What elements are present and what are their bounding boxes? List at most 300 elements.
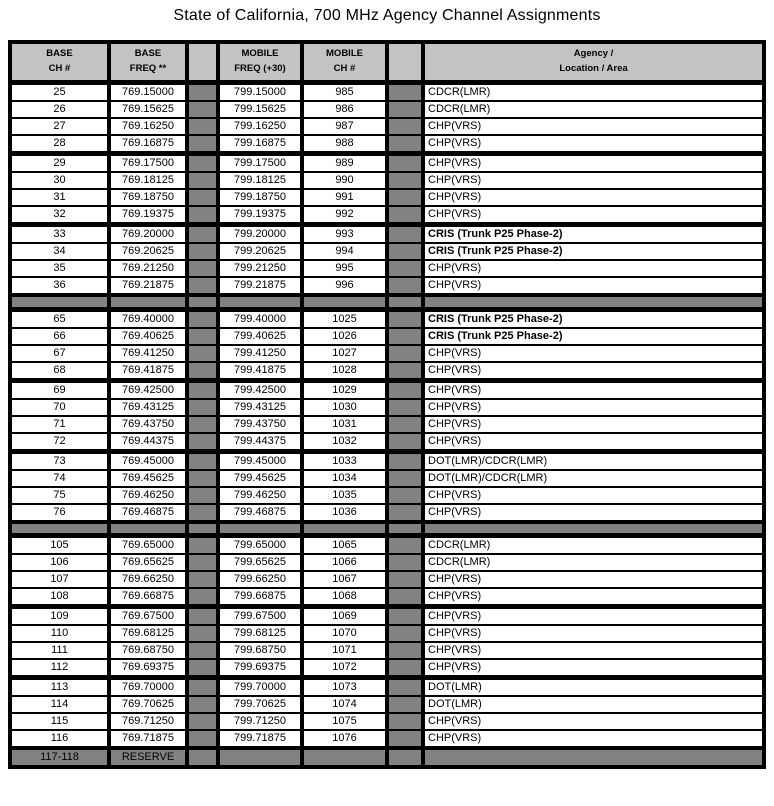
table-row-ch-105	[10, 536, 764, 555]
header-mobile-freq	[218, 42, 302, 83]
agency-cell: DOT(LMR)/CDCR(LMR)	[423, 451, 764, 470]
agency-cell: CHP(VRS)	[423, 571, 764, 588]
mobile-freq-cell: 799.67500	[218, 607, 302, 626]
spacer-cell	[387, 536, 423, 555]
base-freq-cell: 769.19375	[109, 206, 187, 225]
header-base-ch-line1: BASE	[46, 48, 73, 59]
spacer-cell	[187, 101, 218, 118]
agency-cell: CHP(VRS)	[423, 277, 764, 295]
agency-cell: CRIS (Trunk P25 Phase-2)	[423, 225, 764, 244]
base-freq-cell: 769.68750	[109, 642, 187, 659]
spacer-cell	[387, 470, 423, 487]
agency-cell: CHP(VRS)	[423, 135, 764, 154]
base-freq-cell: 769.66250	[109, 571, 187, 588]
base-ch-cell: 28	[10, 135, 109, 154]
mobile-ch-cell: 1029	[302, 380, 387, 399]
base-freq-cell: 769.43750	[109, 416, 187, 433]
spacer-cell	[187, 588, 218, 607]
mobile-freq-cell: 799.16250	[218, 118, 302, 135]
mobile-ch-cell: 1072	[302, 659, 387, 678]
mobile-ch-cell: 992	[302, 206, 387, 225]
mobile-freq-cell: 799.69375	[218, 659, 302, 678]
spacer-cell	[387, 101, 423, 118]
base-ch-cell: 75	[10, 487, 109, 504]
spacer-cell	[187, 625, 218, 642]
separator-cell	[387, 522, 423, 536]
reserve-empty-cell	[387, 748, 423, 767]
spacer-cell	[187, 225, 218, 244]
agency-cell: CHP(VRS)	[423, 416, 764, 433]
base-freq-cell: 769.65000	[109, 536, 187, 555]
mobile-ch-cell: 1070	[302, 625, 387, 642]
base-ch-cell: 66	[10, 328, 109, 345]
agency-cell: CRIS (Trunk P25 Phase-2)	[423, 328, 764, 345]
spacer-cell	[387, 243, 423, 260]
table-row-ch-68	[10, 362, 764, 381]
spacer-cell	[187, 730, 218, 748]
base-ch-cell: 70	[10, 399, 109, 416]
spacer-cell	[187, 345, 218, 362]
base-ch-cell: 29	[10, 154, 109, 173]
mobile-freq-cell: 799.17500	[218, 154, 302, 173]
header-mobile-ch-line2: CH #	[333, 62, 356, 74]
mobile-freq-cell: 799.19375	[218, 206, 302, 225]
base-ch-cell: 73	[10, 451, 109, 470]
mobile-freq-cell: 799.43750	[218, 416, 302, 433]
spacer-cell	[187, 470, 218, 487]
table-row-ch-34	[10, 243, 764, 260]
section-separator-row	[10, 295, 764, 309]
spacer-cell	[387, 362, 423, 381]
agency-cell: CRIS (Trunk P25 Phase-2)	[423, 243, 764, 260]
base-ch-cell: 30	[10, 172, 109, 189]
base-ch-cell: 26	[10, 101, 109, 118]
table-row-ch-73	[10, 451, 764, 470]
mobile-freq-cell: 799.65625	[218, 554, 302, 571]
base-freq-cell: 769.15625	[109, 101, 187, 118]
base-freq-cell: 769.41875	[109, 362, 187, 381]
spacer-cell	[187, 362, 218, 381]
table-row-ch-69	[10, 380, 764, 399]
spacer-cell	[387, 696, 423, 713]
header-mobile-ch	[302, 42, 387, 83]
agency-cell: CDCR(LMR)	[423, 554, 764, 571]
mobile-ch-cell: 1032	[302, 433, 387, 452]
spacer-cell	[387, 588, 423, 607]
mobile-ch-cell: 1026	[302, 328, 387, 345]
agency-cell: CHP(VRS)	[423, 730, 764, 748]
mobile-freq-cell: 799.20625	[218, 243, 302, 260]
agency-cell: CHP(VRS)	[423, 399, 764, 416]
agency-cell: DOT(LMR)/CDCR(LMR)	[423, 470, 764, 487]
base-ch-cell: 112	[10, 659, 109, 678]
separator-cell	[187, 522, 218, 536]
spacer-cell	[387, 172, 423, 189]
spacer-cell	[187, 118, 218, 135]
spacer-cell	[187, 659, 218, 678]
spacer-cell	[387, 659, 423, 678]
mobile-freq-cell: 799.20000	[218, 225, 302, 244]
base-freq-cell: 769.21250	[109, 260, 187, 277]
mobile-freq-cell: 799.40000	[218, 309, 302, 328]
table-row-ch-33	[10, 225, 764, 244]
spacer-cell	[387, 433, 423, 452]
mobile-freq-cell: 799.70625	[218, 696, 302, 713]
spacer-cell	[187, 696, 218, 713]
base-ch-cell: 111	[10, 642, 109, 659]
mobile-freq-cell: 799.15000	[218, 83, 302, 102]
header-base-ch-line2: CH #	[48, 62, 71, 74]
mobile-freq-cell: 799.18125	[218, 172, 302, 189]
table-row-ch-26	[10, 101, 764, 118]
spacer-cell	[387, 730, 423, 748]
base-ch-cell: 105	[10, 536, 109, 555]
spacer-cell	[387, 277, 423, 295]
reserve-empty-cell	[218, 748, 302, 767]
table-row-ch-36	[10, 277, 764, 295]
mobile-ch-cell: 1033	[302, 451, 387, 470]
base-freq-cell: 769.16875	[109, 135, 187, 154]
spacer-cell	[187, 416, 218, 433]
table-row-ch-110	[10, 625, 764, 642]
separator-cell	[387, 295, 423, 309]
table-row-ch-111	[10, 642, 764, 659]
spacer-cell	[187, 433, 218, 452]
base-freq-cell: 769.41250	[109, 345, 187, 362]
agency-cell: CHP(VRS)	[423, 487, 764, 504]
spacer-cell	[387, 416, 423, 433]
base-ch-cell: 65	[10, 309, 109, 328]
spacer-cell	[387, 625, 423, 642]
table-row-ch-70	[10, 399, 764, 416]
header-agency-line1: Agency /	[573, 48, 614, 59]
reserve-label-cell: RESERVE	[109, 748, 187, 767]
base-ch-cell: 71	[10, 416, 109, 433]
separator-cell	[109, 295, 187, 309]
spacer-cell	[387, 118, 423, 135]
agency-cell: CHP(VRS)	[423, 260, 764, 277]
base-freq-cell: 769.40000	[109, 309, 187, 328]
spacer-cell	[187, 536, 218, 555]
mobile-ch-cell: 1068	[302, 588, 387, 607]
header-spacer-2	[387, 42, 423, 83]
base-freq-cell: 769.20000	[109, 225, 187, 244]
spacer-cell	[387, 678, 423, 697]
spacer-cell	[387, 642, 423, 659]
agency-cell: CHP(VRS)	[423, 345, 764, 362]
header-base-freq-line2: FREQ **	[129, 62, 167, 74]
agency-cell: CDCR(LMR)	[423, 83, 764, 102]
spacer-cell	[387, 189, 423, 206]
base-ch-cell: 27	[10, 118, 109, 135]
base-freq-cell: 769.44375	[109, 433, 187, 452]
base-freq-cell: 769.66875	[109, 588, 187, 607]
header-mobile-freq-line2: FREQ (+30)	[234, 62, 286, 74]
agency-cell: DOT(LMR)	[423, 696, 764, 713]
separator-cell	[218, 522, 302, 536]
mobile-ch-cell: 1034	[302, 470, 387, 487]
base-freq-cell: 769.70000	[109, 678, 187, 697]
mobile-freq-cell: 799.43125	[218, 399, 302, 416]
mobile-ch-cell: 991	[302, 189, 387, 206]
base-ch-cell: 31	[10, 189, 109, 206]
spacer-cell	[387, 328, 423, 345]
base-freq-cell: 769.68125	[109, 625, 187, 642]
spacer-cell	[187, 399, 218, 416]
table-row-ch-28	[10, 135, 764, 154]
agency-cell: CHP(VRS)	[423, 504, 764, 522]
mobile-ch-cell: 1069	[302, 607, 387, 626]
base-ch-cell: 107	[10, 571, 109, 588]
separator-cell	[10, 522, 109, 536]
header-mobile-freq-line1: MOBILE	[241, 48, 279, 59]
mobile-freq-cell: 799.41875	[218, 362, 302, 381]
reserve-empty-cell	[423, 748, 764, 767]
table-row-ch-65	[10, 309, 764, 328]
agency-cell: CHP(VRS)	[423, 206, 764, 225]
page-title: State of California, 700 MHz Agency Channel Assignments	[173, 7, 601, 24]
mobile-ch-cell: 1036	[302, 504, 387, 522]
table-row-ch-114	[10, 696, 764, 713]
mobile-freq-cell: 799.42500	[218, 380, 302, 399]
mobile-freq-cell: 799.70000	[218, 678, 302, 697]
spacer-cell	[187, 328, 218, 345]
reserve-row	[10, 748, 764, 767]
table-row-ch-31	[10, 189, 764, 206]
table-row-ch-74	[10, 470, 764, 487]
spacer-cell	[187, 571, 218, 588]
mobile-freq-cell: 799.40625	[218, 328, 302, 345]
table-row-ch-109	[10, 607, 764, 626]
header-agency-line2: Location / Area	[559, 62, 628, 74]
base-freq-cell: 769.65625	[109, 554, 187, 571]
mobile-ch-cell: 1031	[302, 416, 387, 433]
separator-cell	[218, 295, 302, 309]
base-ch-cell: 74	[10, 470, 109, 487]
table-row-ch-25	[10, 83, 764, 102]
base-freq-cell: 769.43125	[109, 399, 187, 416]
base-freq-cell: 769.20625	[109, 243, 187, 260]
mobile-ch-cell: 995	[302, 260, 387, 277]
mobile-ch-cell: 1071	[302, 642, 387, 659]
channel-assignments-table	[8, 40, 766, 769]
base-ch-cell: 106	[10, 554, 109, 571]
table-row-ch-35	[10, 260, 764, 277]
base-ch-cell: 110	[10, 625, 109, 642]
table-row-ch-66	[10, 328, 764, 345]
spacer-cell	[387, 571, 423, 588]
spacer-cell	[387, 83, 423, 102]
agency-cell: CHP(VRS)	[423, 154, 764, 173]
base-ch-cell: 32	[10, 206, 109, 225]
agency-cell: CHP(VRS)	[423, 659, 764, 678]
mobile-freq-cell: 799.46250	[218, 487, 302, 504]
spacer-cell	[187, 380, 218, 399]
table-row-ch-112	[10, 659, 764, 678]
base-freq-cell: 769.71250	[109, 713, 187, 730]
mobile-ch-cell: 1075	[302, 713, 387, 730]
base-ch-cell: 114	[10, 696, 109, 713]
spacer-cell	[387, 554, 423, 571]
base-freq-cell: 769.69375	[109, 659, 187, 678]
spacer-cell	[387, 487, 423, 504]
base-ch-cell: 108	[10, 588, 109, 607]
spacer-cell	[187, 487, 218, 504]
table-row-ch-67	[10, 345, 764, 362]
spacer-cell	[387, 260, 423, 277]
mobile-freq-cell: 799.66250	[218, 571, 302, 588]
spacer-cell	[187, 678, 218, 697]
separator-cell	[302, 522, 387, 536]
agency-cell: CHP(VRS)	[423, 713, 764, 730]
base-ch-cell: 67	[10, 345, 109, 362]
base-ch-cell: 36	[10, 277, 109, 295]
section-separator-row	[10, 522, 764, 536]
base-freq-cell: 769.45625	[109, 470, 187, 487]
mobile-ch-cell: 1076	[302, 730, 387, 748]
spacer-cell	[187, 277, 218, 295]
base-freq-cell: 769.42500	[109, 380, 187, 399]
header-base-freq	[109, 42, 187, 83]
spacer-cell	[187, 554, 218, 571]
mobile-ch-cell: 1030	[302, 399, 387, 416]
mobile-ch-cell: 986	[302, 101, 387, 118]
base-ch-cell: 116	[10, 730, 109, 748]
base-freq-cell: 769.45000	[109, 451, 187, 470]
table-row-ch-72	[10, 433, 764, 452]
table-row-ch-107	[10, 571, 764, 588]
table-row-ch-30	[10, 172, 764, 189]
spacer-cell	[387, 345, 423, 362]
mobile-freq-cell: 799.68125	[218, 625, 302, 642]
mobile-ch-cell: 990	[302, 172, 387, 189]
mobile-ch-cell: 1035	[302, 487, 387, 504]
base-freq-cell: 769.18125	[109, 172, 187, 189]
base-freq-cell: 769.46875	[109, 504, 187, 522]
mobile-ch-cell: 1074	[302, 696, 387, 713]
table-row-ch-76	[10, 504, 764, 522]
table-body	[10, 83, 764, 768]
base-ch-cell: 72	[10, 433, 109, 452]
agency-cell: CHP(VRS)	[423, 607, 764, 626]
spacer-cell	[387, 225, 423, 244]
table-row-ch-116	[10, 730, 764, 748]
table-row-ch-108	[10, 588, 764, 607]
mobile-freq-cell: 799.46875	[218, 504, 302, 522]
spacer-cell	[187, 206, 218, 225]
base-freq-cell: 769.71875	[109, 730, 187, 748]
header-row	[10, 42, 764, 83]
base-freq-cell: 769.18750	[109, 189, 187, 206]
mobile-ch-cell: 1073	[302, 678, 387, 697]
mobile-ch-cell: 1025	[302, 309, 387, 328]
spacer-cell	[187, 243, 218, 260]
mobile-freq-cell: 799.68750	[218, 642, 302, 659]
mobile-freq-cell: 799.16875	[218, 135, 302, 154]
mobile-ch-cell: 988	[302, 135, 387, 154]
base-ch-cell: 109	[10, 607, 109, 626]
spacer-cell	[187, 135, 218, 154]
base-freq-cell: 769.70625	[109, 696, 187, 713]
table-row-ch-75	[10, 487, 764, 504]
mobile-ch-cell: 1027	[302, 345, 387, 362]
base-ch-cell: 34	[10, 243, 109, 260]
mobile-freq-cell: 799.41250	[218, 345, 302, 362]
base-freq-cell: 769.40625	[109, 328, 187, 345]
document-page	[0, 7, 774, 769]
spacer-cell	[187, 504, 218, 522]
base-ch-cell: 113	[10, 678, 109, 697]
spacer-cell	[187, 260, 218, 277]
spacer-cell	[187, 642, 218, 659]
spacer-cell	[187, 172, 218, 189]
spacer-cell	[187, 451, 218, 470]
base-freq-cell: 769.16250	[109, 118, 187, 135]
spacer-cell	[187, 189, 218, 206]
table-row-ch-106	[10, 554, 764, 571]
spacer-cell	[387, 607, 423, 626]
base-freq-cell: 769.67500	[109, 607, 187, 626]
mobile-freq-cell: 799.65000	[218, 536, 302, 555]
header-agency	[423, 42, 764, 83]
spacer-cell	[387, 380, 423, 399]
agency-cell: CHP(VRS)	[423, 172, 764, 189]
header-mobile-ch-line1: MOBILE	[326, 48, 363, 59]
mobile-freq-cell: 799.71875	[218, 730, 302, 748]
base-ch-cell: 76	[10, 504, 109, 522]
separator-cell	[302, 295, 387, 309]
agency-cell: CDCR(LMR)	[423, 101, 764, 118]
reserve-empty-cell	[187, 748, 218, 767]
mobile-freq-cell: 799.45625	[218, 470, 302, 487]
mobile-ch-cell: 996	[302, 277, 387, 295]
header-base-ch	[10, 42, 109, 83]
spacer-cell	[187, 309, 218, 328]
header-spacer-1	[187, 42, 218, 83]
mobile-ch-cell: 1065	[302, 536, 387, 555]
spacer-cell	[187, 154, 218, 173]
separator-cell	[423, 295, 764, 309]
reserve-empty-cell	[302, 748, 387, 767]
agency-cell: CHP(VRS)	[423, 625, 764, 642]
mobile-ch-cell: 1028	[302, 362, 387, 381]
spacer-cell	[387, 713, 423, 730]
header-base-freq-line1: BASE	[134, 48, 162, 59]
base-ch-cell: 69	[10, 380, 109, 399]
mobile-ch-cell: 1066	[302, 554, 387, 571]
spacer-cell	[387, 309, 423, 328]
base-ch-cell: 68	[10, 362, 109, 381]
mobile-freq-cell: 799.21875	[218, 277, 302, 295]
base-ch-cell: 35	[10, 260, 109, 277]
spacer-cell	[387, 451, 423, 470]
mobile-ch-cell: 1067	[302, 571, 387, 588]
agency-cell: CHP(VRS)	[423, 189, 764, 206]
spacer-cell	[387, 135, 423, 154]
spacer-cell	[387, 399, 423, 416]
table-row-ch-113	[10, 678, 764, 697]
base-freq-cell: 769.17500	[109, 154, 187, 173]
agency-cell: CHP(VRS)	[423, 588, 764, 607]
mobile-ch-cell: 985	[302, 83, 387, 102]
table-row-ch-27	[10, 118, 764, 135]
agency-cell: DOT(LMR)	[423, 678, 764, 697]
spacer-cell	[187, 713, 218, 730]
mobile-freq-cell: 799.15625	[218, 101, 302, 118]
spacer-cell	[187, 607, 218, 626]
mobile-ch-cell: 989	[302, 154, 387, 173]
mobile-ch-cell: 993	[302, 225, 387, 244]
